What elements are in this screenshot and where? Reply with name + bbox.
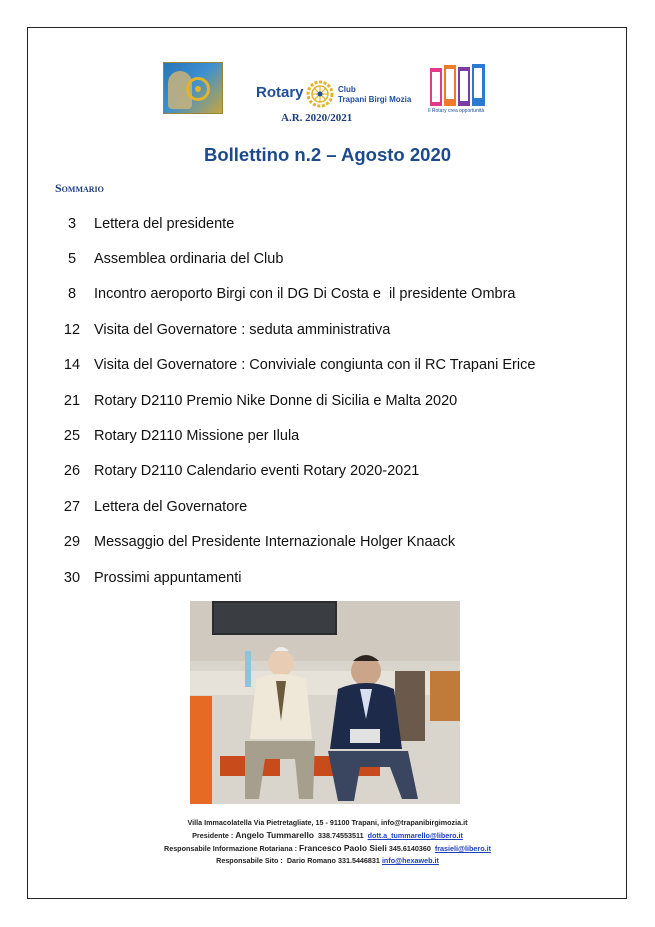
info-email-link[interactable]: frasieli@libero.it bbox=[434, 844, 491, 853]
president-email-link[interactable]: dott.a_tummarello@libero.it bbox=[367, 831, 463, 840]
toc-entry bbox=[50, 525, 610, 560]
toc-page-number: 30 bbox=[63, 569, 81, 586]
site-email-link[interactable]: info@hexaweb.it bbox=[381, 856, 439, 865]
right-logo-caption: Il Rotary crea opportunità bbox=[428, 108, 485, 114]
toc-entry bbox=[50, 418, 610, 453]
toc-entry bbox=[50, 383, 610, 418]
site-phone: 331.5446831 bbox=[337, 856, 380, 865]
toc-page-number: 12 bbox=[63, 321, 81, 338]
rotary-wheel-icon bbox=[305, 79, 335, 109]
club-name-line2: Trapani Birgi Mozia bbox=[338, 95, 412, 104]
info-label: Responsabile Informazione Rotariana : bbox=[164, 844, 297, 853]
footer bbox=[0, 817, 655, 867]
club-emblem-logo bbox=[163, 62, 223, 114]
footer-president-line bbox=[0, 829, 655, 842]
toc-entry-title: Messaggio del Presidente Internazionale Holger Knaack bbox=[94, 534, 456, 551]
toc-page-number: 5 bbox=[67, 251, 77, 268]
president-name: Angelo Tummarello bbox=[235, 830, 314, 840]
toc-page-number: 25 bbox=[63, 428, 81, 445]
info-name: Francesco Paolo Sieli bbox=[299, 843, 387, 853]
toc-entry-title: Incontro aeroporto Birgi con il DG Di Costa e il presidente Ombra bbox=[94, 286, 516, 303]
rotary-year: A.R. 2020/2021 bbox=[281, 112, 353, 124]
toc-entry bbox=[50, 560, 610, 595]
bulletin-title: Bollettino n.2 – Agosto 2020 bbox=[203, 144, 452, 165]
toc-page-number: 8 bbox=[67, 286, 77, 303]
toc-entry bbox=[50, 454, 610, 489]
summary-heading: Sommario bbox=[55, 181, 104, 195]
toc-entry bbox=[50, 348, 610, 383]
footer-site-line bbox=[0, 855, 655, 867]
table-of-contents bbox=[50, 206, 610, 595]
toc-page-number: 26 bbox=[63, 463, 81, 480]
footer-info-line bbox=[0, 842, 655, 855]
site-name: Dario Romano bbox=[286, 856, 336, 865]
toc-entry-title: Visita del Governatore : Conviviale congiunta con il RC Trapani Erice bbox=[94, 357, 536, 374]
toc-page-number: 27 bbox=[63, 498, 81, 515]
info-phone: 345.6140360 bbox=[388, 844, 431, 853]
toc-entry-title: Rotary D2110 Missione per Ilula bbox=[94, 428, 300, 445]
toc-page-number: 14 bbox=[63, 357, 81, 374]
toc-entry bbox=[50, 489, 610, 524]
toc-page-number: 3 bbox=[67, 215, 77, 232]
toc-entry bbox=[50, 312, 610, 347]
toc-entry-title: Rotary D2110 Premio Nike Donne di Sicilia e Malta 2020 bbox=[94, 392, 458, 409]
toc-entry-title: Lettera del Governatore bbox=[94, 498, 248, 515]
meeting-photo bbox=[190, 601, 460, 804]
club-name bbox=[338, 85, 411, 105]
club-name-line1: Club bbox=[338, 85, 356, 94]
toc-entry-title: Lettera del presidente bbox=[94, 215, 235, 232]
toc-entry-title: Rotary D2110 Calendario eventi Rotary 2020-2021 bbox=[94, 463, 420, 480]
toc-entry-title: Prossimi appuntamenti bbox=[94, 569, 242, 586]
footer-address: Villa Immacolatella Via Pietretagliate, 15 - 91100 Trapani, info@trapanibirgimozia.it bbox=[187, 818, 468, 827]
rotary-wordmark: Rotary bbox=[256, 84, 304, 101]
president-label: Presidente : bbox=[192, 831, 234, 840]
toc-entry bbox=[50, 206, 610, 241]
site-label: Responsabile Sito : bbox=[216, 856, 283, 865]
rotary-wheel-icon bbox=[186, 77, 210, 101]
toc-page-number: 21 bbox=[63, 392, 81, 409]
toc-entry-title: Visita del Governatore : seduta amministrativa bbox=[94, 321, 391, 338]
toc-entry bbox=[50, 241, 610, 276]
toc-entry bbox=[50, 277, 610, 312]
toc-entry-title: Assemblea ordinaria del Club bbox=[94, 251, 284, 268]
rotary-opportunity-logo bbox=[428, 62, 488, 110]
toc-page-number: 29 bbox=[63, 534, 81, 551]
president-phone: 338.74553511 bbox=[318, 831, 364, 840]
